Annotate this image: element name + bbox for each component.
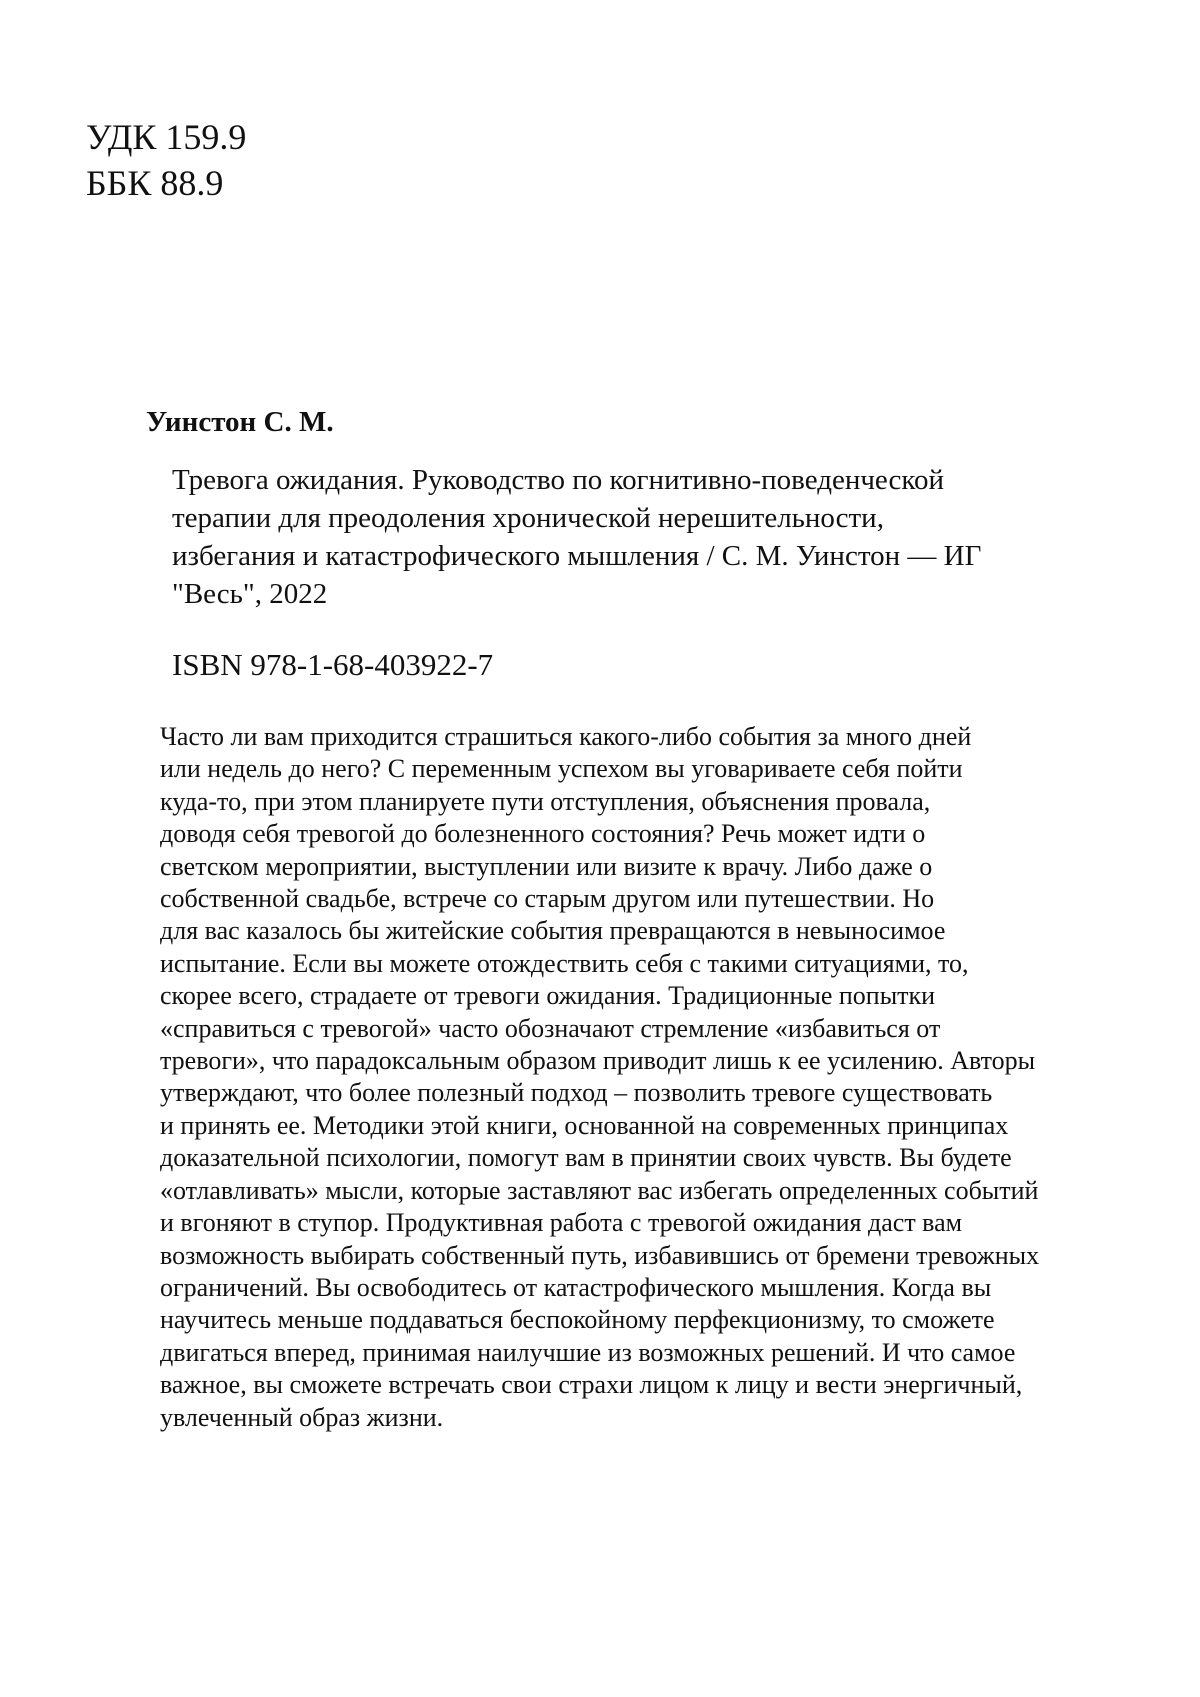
annotation-line: тревоги», что парадоксальным образом приводит лишь к ее усилению. Авторы bbox=[160, 1046, 1036, 1076]
citation-line: избегания и катастрофического мышления / С. М. Уинстон — ИГ bbox=[172, 540, 982, 572]
author-heading: Уинстон С. М. bbox=[146, 406, 334, 438]
annotation-paragraph bbox=[160, 721, 1160, 1434]
annotation-line: светском мероприятии, выступлении или визите к врачу. Либо даже о bbox=[160, 851, 933, 881]
annotation-line: возможность выбирать собственный путь, избавившись от бремени тревожных bbox=[160, 1240, 1040, 1270]
annotation-line: научитесь меньше поддаваться беспокойному перфекционизму, то сможете bbox=[160, 1305, 995, 1335]
classification-block bbox=[86, 114, 246, 206]
annotation-line: куда-то, при этом планируете пути отступления, объяснения провала, bbox=[160, 786, 931, 816]
bbk-code: ББК 88.9 bbox=[86, 163, 224, 203]
udk-code: УДК 159.9 bbox=[86, 117, 247, 157]
bibliographic-citation bbox=[172, 461, 1132, 613]
annotation-line: для вас казалось бы житейские события превращаются в невыносимое bbox=[160, 916, 946, 946]
annotation-line: утверждают, что более полезный подход – позволить тревоге существовать bbox=[160, 1078, 993, 1108]
annotation-line: и принять ее. Методики этой книги, основанной на современных принципах bbox=[160, 1110, 1009, 1140]
annotation-line: Часто ли вам приходится страшиться какого-либо события за много дней bbox=[160, 722, 972, 751]
annotation-line: ограничений. Вы освободитесь от катастрофического мышления. Когда вы bbox=[160, 1272, 992, 1302]
annotation-line: увлеченный образ жизни. bbox=[160, 1402, 444, 1432]
annotation-line: скорее всего, страдаете от тревоги ожидания. Традиционные попытки bbox=[160, 981, 936, 1011]
annotation-line: и вгоняют в ступор. Продуктивная работа с тревогой ожидания даст вам bbox=[160, 1208, 963, 1238]
annotation-line: «отлавливать» мысли, которые заставляют вас избегать определенных событий bbox=[160, 1175, 1039, 1205]
annotation-line: двигаться вперед, принимая наилучшие из возможных решений. И что самое bbox=[160, 1337, 1016, 1367]
citation-line: "Весь", 2022 bbox=[172, 578, 328, 610]
annotation-line: собственной свадьбе, встрече со старым другом или путешествии. Но bbox=[160, 884, 935, 914]
citation-line: Тревога ожидания. Руководство по когнитивно-поведенческой bbox=[172, 464, 945, 496]
annotation-line: или недель до него? С переменным успехом вы уговариваете себя пойти bbox=[160, 754, 963, 784]
annotation-line: доказательной психологии, помогут вам в принятии своих чувств. Вы будете bbox=[160, 1143, 1012, 1173]
annotation-line: испытание. Если вы можете отождествить себя с такими ситуациями, то, bbox=[160, 948, 969, 978]
annotation-line: доводя себя тревогой до болезненного состояния? Речь может идти о bbox=[160, 819, 926, 849]
annotation-line: «справиться с тревогой» часто обозначают стремление «избавиться от bbox=[160, 1013, 941, 1043]
annotation-line: важное, вы сможете встречать свои страхи лицом к лицу и вести энергичный, bbox=[160, 1370, 1023, 1400]
citation-line: терапии для преодоления хронической нерешительности, bbox=[172, 502, 884, 534]
isbn-number: ISBN 978-1-68-403922-7 bbox=[172, 647, 494, 682]
